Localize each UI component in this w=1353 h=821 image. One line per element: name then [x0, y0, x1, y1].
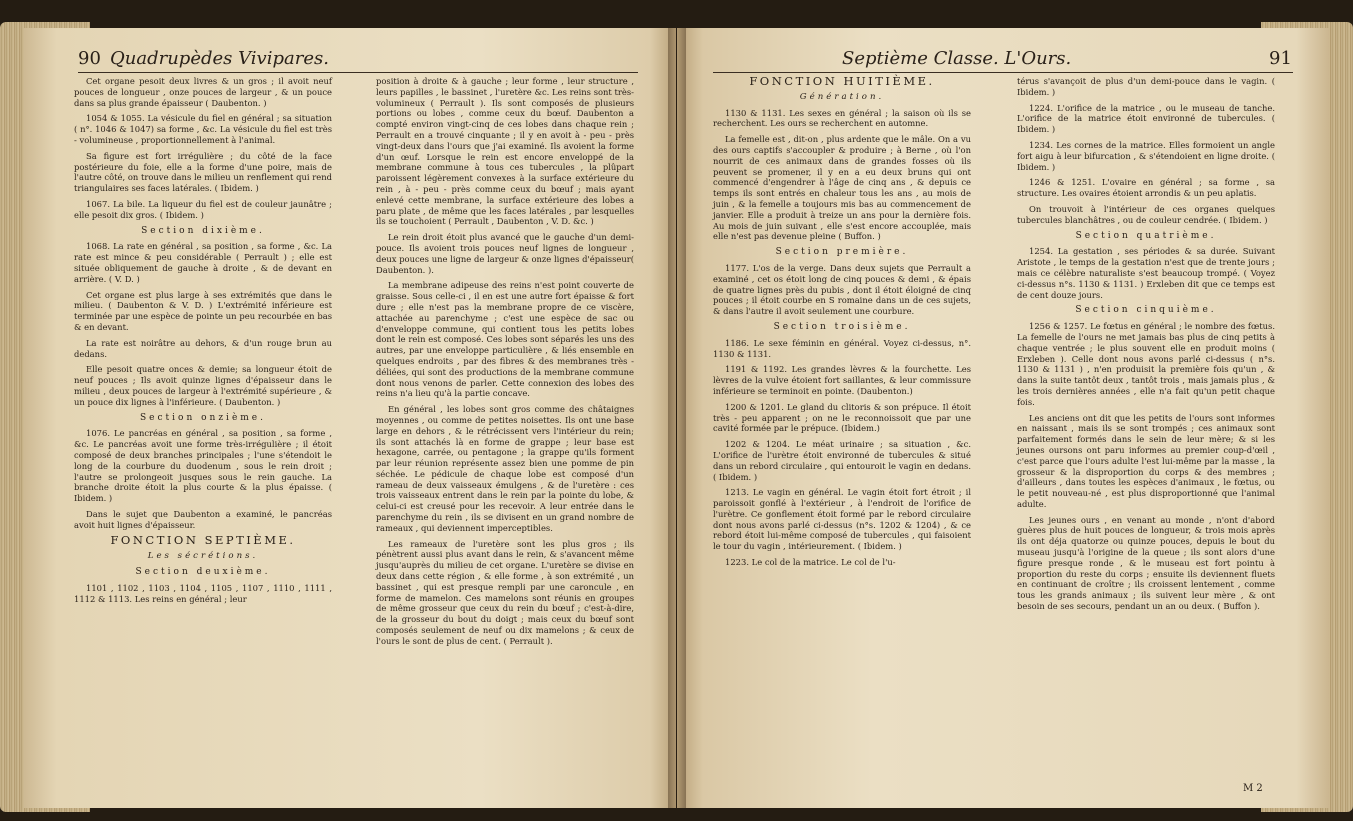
paragraph: 1200 & 1201. Le gland du clitoris & son prépuce. Il étoit très - peu apparent ; on ne le reconnoissoit que par une cavité formée par le prépuce. (Ibidem.) — [713, 401, 971, 434]
left-page-column-2 — [376, 76, 634, 652]
subheading: Génération. — [799, 91, 885, 102]
paragraph: 1068. La rate en général , sa position , sa forme , &c. La rate est mince & peu considérable ( Perrault ) ; elle est située obliquement de gauche à droite , & de devant en arrière. ( V. D. ) — [74, 241, 332, 284]
paragraph: En général , les lobes sont gros comme des châtaignes moyennes , ou comme de petites noisettes. Ils ont une base large en dehors , & le rétrécissent vers l'intérieur du rein; ils sont attachés là en forme de grappe ; leur base est hexagone, carrée, ou pentagone ; la grappe qu'ils forment par leur réunion représente assez bien une pomme de pin séchée. Le pédicule de chaque lobe est composé d'un rameau de deux vaisseaux émulgens , & de l'uretère : ces trois vaisseaux entrent dans le rein par la pointe du lobe, & celui-ci est creusé pour les recevoir. A leur entrée dans le parenchyme du rein , ils se divisent en un grand nombre de rameaux , qui deviennent imperceptibles. — [376, 404, 634, 533]
section-heading: Section cinquième. — [1075, 305, 1217, 316]
page-number-right: 91 — [1269, 48, 1292, 69]
function-heading: FONCTION HUITIÈME. — [749, 74, 935, 88]
section-heading: Section troisième. — [773, 321, 911, 332]
paragraph: Dans le sujet que Daubenton a examiné, le pancréas avoit huit lignes d'épaisseur. — [74, 508, 332, 530]
paragraph: Sa figure est fort irrégulière ; du côté de la face postérieure du foie, elle a la forme d'une poire, mais de l'autre côté, on trouve dans le milieu un renflement qui rend triangulaires ses faces latérales. ( Ibidem. ) — [74, 150, 332, 194]
paragraph: 1101 , 1102 , 1103 , 1104 , 1105 , 1107 , 1110 , 1111 , 1112 & 1113. Les reins en général ; leur — [74, 582, 332, 604]
left-page-column-1 — [74, 76, 332, 609]
header-rule-left — [78, 72, 638, 73]
paragraph: 1223. Le col de la matrice. Le col de l'u- — [725, 557, 896, 568]
section-heading: Section quatrième. — [1075, 230, 1217, 241]
paragraph: 1213. Le vagin en général. Le vagin étoit fort étroit ; il paroissoit gonflé à l'extérieur , à l'endroit de l'orifice de l'urètre. Ce gonflement étoit formé par le rebord circulaire dont nous avons parlé ci-dessus (n°s. 1202 & 1204) , & ce rebord étoit lui-même composé de tubercules , qui faisoient le tour du vagin , intérieurement. ( Ibidem. ) — [713, 487, 971, 552]
paragraph: Cet organe pesoit deux livres & un gros ; il avoit neuf pouces de longueur , onze pouces de largeur , & un pouce dans sa plus grande épaisseur ( Daubenton. ) — [74, 76, 332, 108]
paragraph: La femelle est , dit-on , plus ardente que le mâle. On a vu des ours captifs s'accoupler & produire ; à Berne , où l'on nourrit de ces animaux dans de grandes fosses où ils peuvent se promener, il y en a eu deux bruns qui ont commencé d'engendrer à l'âge de cinq ans , & depuis ce temps ils sont entrés en chaleur tous les ans , au mois de juin , & la femelle a toujours mis bas au commencement de janvier. Elle a produit à treize un ans pour la dernière fois. Au mois de juin suivant , elle s'est encore accouplée, mais elle n'est pas devenue pleine ( Buffon. ) — [713, 134, 971, 242]
paragraph: 1076. Le pancréas en général , sa position , sa forme , &c. Le pancréas avoit une forme très-irrégulière ; il étoit composé de deux branches principales ; l'une s'étendoit le long de la courbure du duodenum , sous le rein droit ; l'autre se prolongeoit jusques sous le rein gauche. La branche droite étoit la plus courte & la plus épaisse. ( Ibidem. ) — [74, 428, 332, 504]
paragraph: 1186. Le sexe féminin en général. Voyez ci-dessus, n°. 1130 & 1131. — [713, 337, 971, 359]
paragraph: 1067. La bile. La liqueur du fiel est de couleur jaunâtre ; elle pesoit dix gros. ( Ibidem. ) — [74, 198, 332, 220]
running-head-right: Septième Classe. L'Ours. — [842, 48, 1072, 69]
page-number-left: 90 — [78, 48, 101, 69]
left-page — [24, 28, 676, 808]
paragraph: La membrane adipeuse des reins n'est point couverte de graisse. Sous celle-ci , il en est une autre fort épaisse & fort dure ; elle n'est pas la membrane propre de ce viscère, attachée au parenchyme ; c'est une espèce de sac ou d'enveloppe commune, qui contient tous les petits lobes dont le rein est composé. Ces lobes sont séparés les uns des autres, par une enveloppe particulière , & liés ensemble en quelques endroits , par des fibres & des membranes très - déliées, qui sont des productions de la membrane commune dont nous venons de parler. Cette connexion des lobes des reins n'a lieu qu'à la partie concave. — [376, 280, 634, 399]
section-heading: Section dixième. — [141, 225, 265, 236]
paragraph: 1054 & 1055. La vésicule du fiel en général ; sa situation ( n°. 1046 & 1047) sa forme , &c. La vésicule du fiel est très - volumineuse , proportionnellement à l'animal. — [74, 113, 332, 145]
paragraph: 1234. Les cornes de la matrice. Elles formoient un angle fort aigu à leur bifurcation , & s'étendoient en ligne droite. ( Ibidem. ) — [1017, 139, 1275, 172]
paragraph: Cet organe est plus large à ses extrémités que dans le milieu. ( Daubenton & V. D. ) L'extrémité inférieure est terminée par une espèce de pointe un peu recourbée en bas & en devant. — [74, 289, 332, 332]
paragraph: On trouvoit à l'intérieur de ces organes quelques tubercules blanchâtres , ou de couleur cendrée. ( Ibidem. ) — [1017, 203, 1275, 225]
paragraph: 1177. L'os de la verge. Dans deux sujets que Perrault a examiné , cet os étoit long de cinq pouces & demi , & épais de quatre lignes près du pubis , dont il étoit éloigné de cinq pouces ; il étoit courbe en S romaine dans un de ces sujets, & dans l'autre il avoit seulement une courbure. — [713, 262, 971, 317]
paragraph: position à droite & à gauche ; leur forme , leur structure , leurs papilles , le bassinet , l'uretère &c. Les reins sont très-volumineux ( Perrault ). Ils sont composés de plusieurs portions ou lobes , comme ceux du bœuf. Daubenton a compté environ vingt-cinq de ces lobes dans chaque rein ; Perrault en a trouvé cinquante ; il y en avoit à - peu - près vingt-deux dans l'ours que j'ai examiné. Ils avoient la forme d'un œuf. Lorsque le rein est encore enveloppé de la membrane commune à tous ces tubercules , la plûpart paroissent légèrement convexes à la surface extérieure du rein , à - peu - près comme ceux du bœuf ; mais ayant enlevé cette membrane, la surface extérieure des lobes a paru plate , de même que les faces latérales , par lesquelles ils se touchoient ( Perrault , Daubenton , V. D. &c. ) — [376, 76, 634, 227]
paragraph: térus s'avançoit de plus d'un demi-pouce dans le vagin. ( Ibidem. ) — [1017, 76, 1275, 97]
right-page-column-2 — [1017, 76, 1275, 617]
paragraph: 1130 & 1131. Les sexes en général ; la saison où ils se recherchent. Les ours se recherchent en automne. — [713, 107, 971, 129]
paragraph: La rate est noirâtre au dehors, & d'un rouge brun au dedans. — [74, 337, 332, 359]
section-heading: Section onzième. — [140, 412, 266, 423]
section-heading: Section deuxième. — [135, 567, 271, 578]
section-heading: Section première. — [775, 247, 909, 258]
paragraph: 1202 & 1204. Le méat urinaire ; sa situation , &c. L'orifice de l'urètre étoit environné de tubercules & situé dans un rebord circulaire , qui entouroit le vagin en dedans. ( Ibidem. ) — [713, 439, 971, 482]
paragraph: 1246 & 1251. L'ovaire en général ; sa forme , sa structure. Les ovaires étoient arrondis & un peu aplatis. — [1017, 177, 1275, 199]
right-page — [677, 28, 1329, 808]
paragraph: Elle pesoit quatre onces & demie; sa longueur étoit de neuf pouces ; Ils avoit quinze lignes d'épaisseur dans le milieu , deux pouces de largeur à l'extrémité supérieure , & un pouce dix lignes à l'inférieure. ( Daubenton. ) — [74, 364, 332, 407]
running-head-left: Quadrupèdes Vivipares. — [110, 48, 329, 69]
paragraph: 1191 & 1192. Les grandes lèvres & la fourchette. Les lèvres de la vulve étoient fort saillantes, & leur commissure inférieure se terminoit en pointe. (Daubenton.) — [713, 364, 971, 396]
paragraph: 1256 & 1257. Le fœtus en général ; le nombre des fœtus. La femelle de l'ours ne met jamais bas plus de cinq petits à chaque ventrée ; le plus souvent elle en produit moins ( Erxleben ). Celle dont nous avons parlé ci-dessus ( n°s. 1130 & 1131 ) , n'en produisit la première fois qu'un , & dans la suite tantôt deux , tantôt trois , mais jamais plus , & les trois dernières années , elle n'a fait qu'un petit chaque fois. — [1017, 321, 1275, 407]
book-gutter — [668, 28, 686, 808]
paragraph: Les jeunes ours , en venant au monde , n'ont d'abord guères plus de huit pouces de longueur, & trois mois après ils ont déja quatorze ou quinze pouces, depuis le bout du museau jusqu'à l'origine de la queue ; ils sont alors d'une figure presque ronde , & le museau est fort pointu à proportion du reste du corps ; ensuite ils deviennent fluets en continuant de croître ; ils croissent lentement , comme tous les grands animaux ; ils suivent leur mère , & ont besoin de ses secours, pendant un an ou deux. ( Buffon ). — [1017, 514, 1275, 612]
paragraph: 1254. La gestation , ses périodes & sa durée. Suivant Aristote , le temps de la gestation n'est que de trente jours ; mais ce célèbre naturaliste s'est beaucoup trompé. ( Voyez ci-dessus n°s. 1130 & 1131. ) Erxleben dit que ce temps est de cent douze jours. — [1017, 246, 1275, 300]
subheading: Les sécrétions. — [147, 551, 259, 562]
paragraph: 1224. L'orifice de la matrice , ou le museau de tanche. L'orifice de la matrice étoit environné de tubercules. ( Ibidem. ) — [1017, 102, 1275, 135]
paragraph: Le rein droit étoit plus avancé que le gauche d'un demi-pouce. Ils avoient trois pouces neuf lignes de longueur , deux pouces une ligne de largeur & onze lignes d'épaisseur( Daubenton. ). — [376, 232, 634, 275]
paragraph: Les rameaux de l'uretère sont les plus gros ; ils pénètrent aussi plus avant dans le rein, & s'avancent même jusqu'auprès du milieu de cet organe. L'uretère se divise en deux dans cette région , & elle forme , à son extrémité , un bassinet , qui est presque rempli par une caroncule , en forme de mamelon. Ces mamelons sont réunis en groupes de même grosseur que ceux du rein du bœuf ; c'est-à-dire, de la grosseur du bout du doigt ; mais ceux du bœuf sont composés seulement de neuf ou dix mamelons ; & ceux de l'ours le sont de plus de cent. ( Perrault ). — [376, 538, 634, 646]
paragraph: Les anciens ont dit que les petits de l'ours sont informes en naissant , mais ils se sont trompés ; ces animaux sont parfaitement formés dans le sein de leur mère; & si les jeunes oursons ont paru informes au premier coup-d'œil , c'est parce que l'ours adulte l'est lui-même par la masse , la grosseur & la disproportion du corps & des membres ; d'ailleurs , dans toutes les espèces d'animaux , le fœtus, ou le petit nouveau-né , est plus disproportionné que l'animal adulte. — [1017, 412, 1275, 509]
right-page-column-1 — [713, 76, 971, 573]
function-heading: FONCTION SEPTIÈME. — [110, 533, 296, 548]
signature-mark: M 2 — [1243, 783, 1263, 794]
header-rule-right — [713, 72, 1293, 73]
